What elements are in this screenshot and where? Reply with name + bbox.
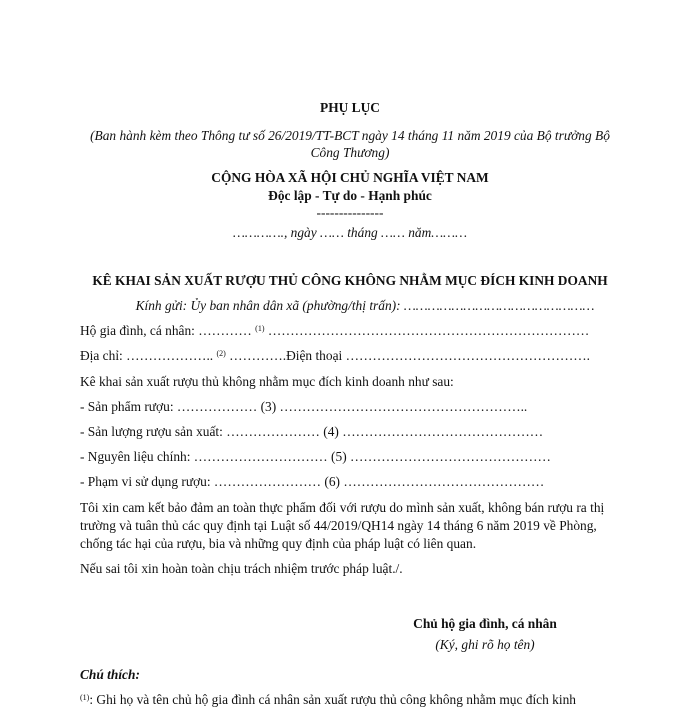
header-separator: --------------- <box>316 205 384 220</box>
note-1 <box>80 692 576 708</box>
appendix-title: PHỤ LỤC <box>320 100 380 115</box>
note-1-text: : Ghi họ và tên chủ hộ gia đình cá nhân sản xuất rượu thủ công không nhằm mục đích kinh <box>89 692 576 707</box>
issued-line-1: (Ban hành kèm theo Thông tư số 26/2019/TT-BCT ngày 14 tháng 11 năm 2019 của Bộ trưởng Bộ <box>90 128 610 143</box>
note-1-marker: (1) <box>80 693 90 702</box>
country-name: CỘNG HÒA XÃ HỘI CHỦ NGHĨA VIỆT NAM <box>211 170 489 185</box>
item-material: - Nguyên liệu chính: ………………………… (5) ……………………………………… <box>80 449 551 464</box>
note-marker-1: (1) <box>255 324 265 333</box>
form-title: KÊ KHAI SẢN XUẤT RƯỢU THỦ CÔNG KHÔNG NHẰM MỤC ĐÍCH KINH DOANH <box>92 273 608 288</box>
note-marker-2: (2) <box>216 349 226 358</box>
declaration-intro: Kê khai sản xuất rượu thủ không nhằm mục đích kinh doanh như sau: <box>80 374 454 389</box>
item-output: - Sản lượng rượu sản xuất: ………………… (4) ……………………………………… <box>80 424 544 439</box>
notes-heading: Chú thích: <box>80 667 140 682</box>
date-line: …………., ngày …… tháng …… năm……… <box>233 225 467 240</box>
address-field <box>80 348 590 364</box>
household-field <box>80 323 589 339</box>
commitment-paragraph: Tôi xin cam kết bảo đảm an toàn thực phẩm đối với rượu do mình sản xuất, không bán rượu ra thị trường và tuân thủ các quy định tại Luật số 44/2019/QH14 ngày 14 tháng 6 năm 2019 về Phòng, chống tác hại của rượu, bia và những quy định của pháp luật có liên quan. <box>80 500 605 551</box>
signature-role: Chủ hộ gia đình, cá nhân <box>413 616 557 631</box>
responsibility-line: Nếu sai tôi xin hoàn toàn chịu trách nhiệm trước pháp luật./. <box>80 561 403 576</box>
national-motto: Độc lập - Tự do - Hạnh phúc <box>268 188 432 203</box>
signature-instruction: (Ký, ghi rõ họ tên) <box>435 637 535 652</box>
item-product: - Sản phẩm rượu: ……………… (3) ……………………………………………….. <box>80 399 528 414</box>
household-dots: ……………………………………………………………… <box>264 323 590 338</box>
address-phone-dots: ………….Điện thoại ………………………………………………. <box>225 348 590 363</box>
household-label: Hộ gia đình, cá nhân: ………… <box>80 323 256 338</box>
recipient-line: Kính gửi: Ủy ban nhân dân xã (phường/thị trấn): ………………………………………… <box>135 298 595 313</box>
issued-line-2: Công Thương) <box>310 145 390 160</box>
address-label: Địa chỉ: ……………….. <box>80 348 217 363</box>
item-scope: - Phạm vi sử dụng rượu: …………………… (6) ……………………………………… <box>80 474 545 489</box>
